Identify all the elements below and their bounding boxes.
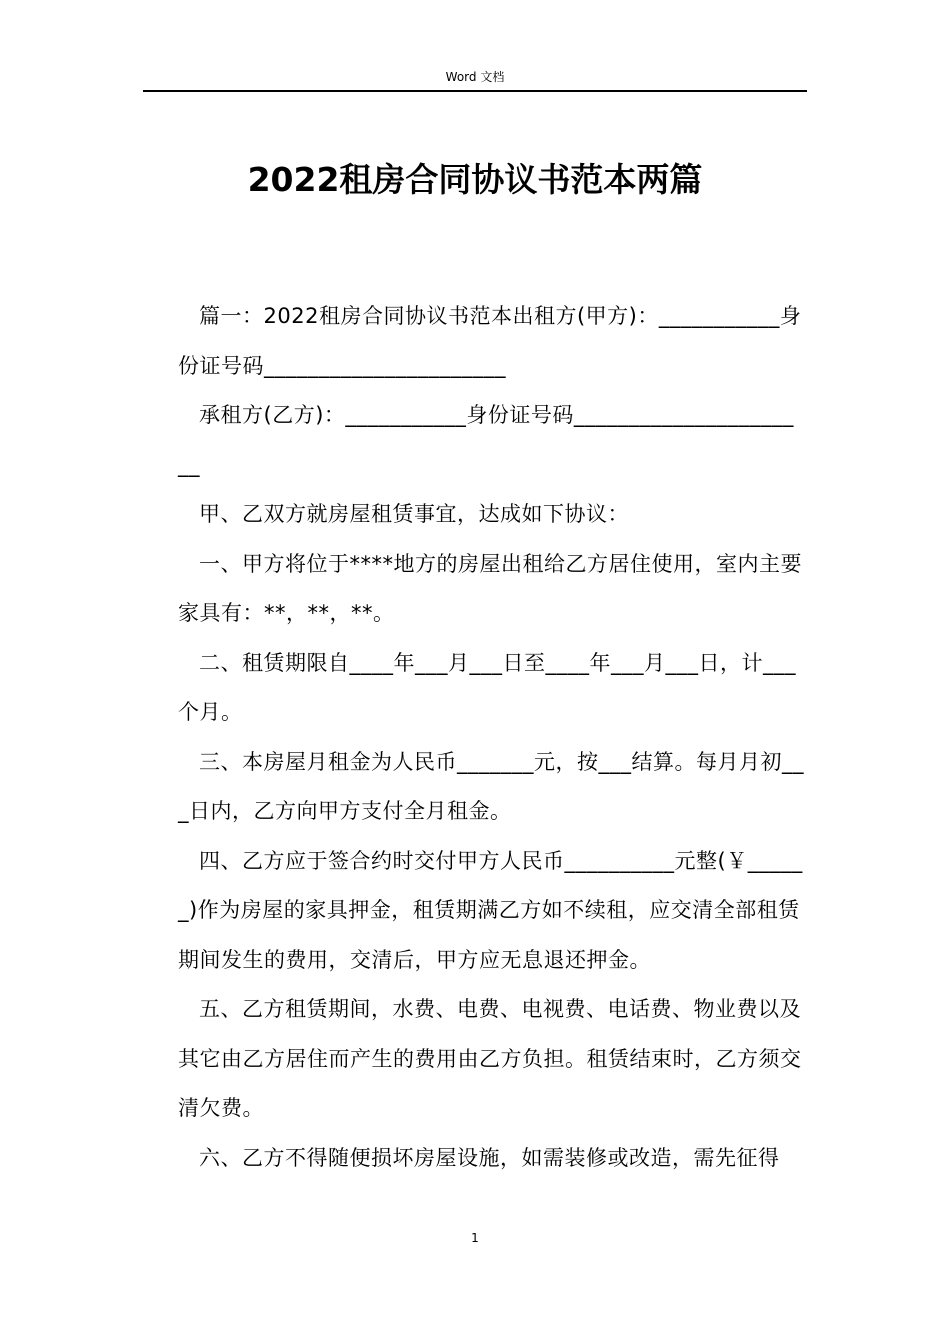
- clause-1: 一、甲方将位于****地方的房屋出租给乙方居住使用，室内主要家具有：**，**，**。: [178, 551, 802, 625]
- page-number: 1: [471, 1231, 479, 1245]
- document-title: 2022租房合同协议书范本两篇: [247, 160, 703, 199]
- clause-4: 四、乙方应于签合约时交付甲方人民币__________元整(￥______)作为房屋的家具押金，租赁期满乙方如不续租，应交清全部租赁期间发生的费用，交清后，甲方应无息退还押金。: [178, 848, 803, 972]
- document-body: [178, 292, 804, 1183]
- paragraph-intro-lessor: 篇一：2022租房合同协议书范本出租方(甲方)：___________身份证号码______________________: [178, 304, 802, 378]
- paragraph-lessee: 承租方(乙方)：___________身份证号码______________________: [178, 403, 794, 477]
- clause-2: 二、租赁期限自____年___月___日至____年___月___日，计___个月。: [178, 650, 796, 724]
- clause-5: 五、乙方租赁期间，水费、电费、电视费、电话费、物业费以及其它由乙方居住而产生的费用由乙方负担。租赁结束时，乙方须交清欠费。: [178, 997, 802, 1120]
- paragraph-agreement: 甲、乙双方就房屋租赁事宜，达成如下协议：: [199, 502, 629, 526]
- clause-3: 三、本房屋月租金为人民币_______元，按___结算。每月月初___日内，乙方向甲方支付全月租金。: [178, 749, 804, 823]
- page-header: [143, 64, 807, 92]
- header-text: Word 文档: [445, 70, 505, 84]
- clause-6: 六、乙方不得随便损坏房屋设施，如需装修或改造，需先征得: [199, 1145, 780, 1170]
